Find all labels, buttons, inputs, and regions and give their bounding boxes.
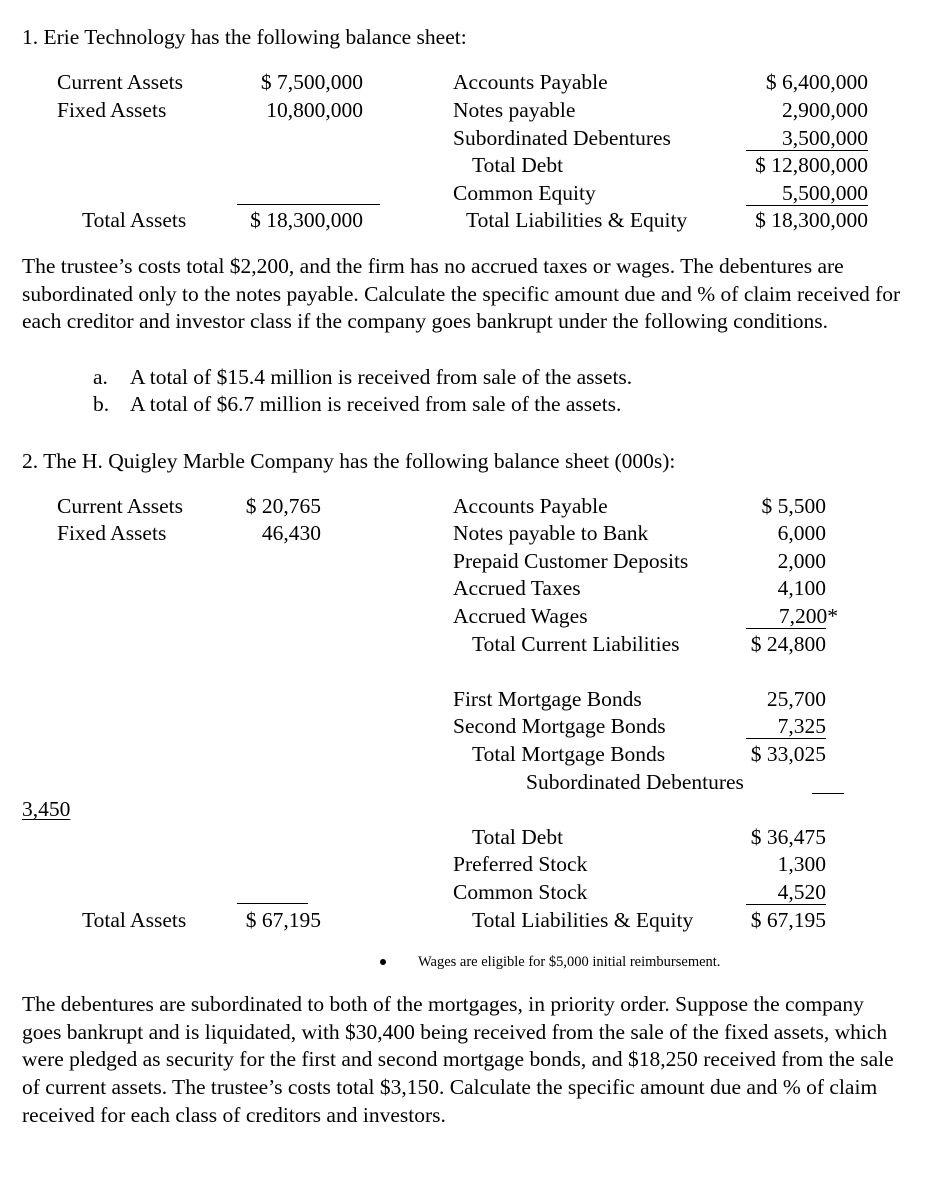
q2-notes-bank-label: Notes payable to Bank bbox=[453, 521, 649, 545]
q1-sub-debentures-label: Subordinated Debentures bbox=[453, 126, 671, 150]
q2-footnote: Wages are eligible for $5,000 initial reimbursement. bbox=[418, 954, 721, 970]
footnote-bullet-icon bbox=[380, 959, 386, 965]
q2-fixed-assets-value: 46,430 bbox=[261, 521, 321, 545]
q2-accrued-wages-label: Accrued Wages bbox=[453, 604, 588, 628]
q2-total-le-value: $ 67,195 bbox=[750, 908, 826, 932]
q1-total-assets-label: Total Assets bbox=[82, 208, 187, 232]
q2-total-current-liab-value: $ 24,800 bbox=[750, 632, 826, 656]
q2-accrued-taxes-label: Accrued Taxes bbox=[453, 576, 581, 600]
q2-total-mortgage-label: Total Mortgage Bonds bbox=[472, 742, 666, 766]
q1-total-assets-value: $ 18,300,000 bbox=[250, 208, 363, 232]
q1-sub-debentures-value: 3,500,000 bbox=[782, 126, 868, 150]
q2-assets-total-rule bbox=[237, 903, 308, 904]
q2-sub-debentures-value: 3,450 bbox=[22, 797, 71, 821]
q1-common-equity-label: Common Equity bbox=[453, 181, 596, 205]
q2-second-mortgage-label: Second Mortgage Bonds bbox=[453, 714, 666, 738]
q2-accounts-payable-label: Accounts Payable bbox=[453, 494, 608, 518]
q2-first-mortgage-label: First Mortgage Bonds bbox=[453, 687, 642, 711]
q2-prepaid-deposits-label: Prepaid Customer Deposits bbox=[453, 549, 689, 573]
q2-accrued-wages-rule bbox=[746, 628, 826, 629]
q1-item-a-text: A total of $15.4 million is received from sale of the assets. bbox=[130, 365, 633, 389]
q1-total-debt-label: Total Debt bbox=[472, 153, 564, 177]
q1-common-equity-value: 5,500,000 bbox=[782, 181, 868, 205]
q1-total-le-label: Total Liabilities & Equity bbox=[466, 208, 688, 232]
q1-fixed-assets-label: Fixed Assets bbox=[57, 98, 167, 122]
q2-total-debt-label: Total Debt bbox=[472, 825, 564, 849]
q1-heading: 1. Erie Technology has the following balance sheet: bbox=[22, 25, 467, 49]
q2-second-mortgage-rule bbox=[746, 738, 826, 739]
q1-current-assets-label: Current Assets bbox=[57, 70, 184, 94]
q1-notes-payable-value: 2,900,000 bbox=[782, 98, 868, 122]
q1-item-a-marker: a. bbox=[93, 365, 108, 389]
q1-item-b-marker: b. bbox=[93, 392, 110, 416]
q2-total-mortgage-value: $ 33,025 bbox=[750, 742, 826, 766]
q2-first-mortgage-value: 25,700 bbox=[766, 687, 826, 711]
q2-preferred-stock-label: Preferred Stock bbox=[453, 852, 588, 876]
q1-accounts-payable-value: $ 6,400,000 bbox=[765, 70, 868, 94]
q2-accounts-payable-value: $ 5,500 bbox=[761, 494, 826, 518]
q2-paragraph: The debentures are subordinated to both of the mortgages, in priority order. Suppose the company goes bankrupt and is liquidated, with $30,400 being received from the sale of the fixed assets, which were pledged as security for the first and second mortgage bonds, and $18,250 received from the sale of current assets. The trustee’s costs total $3,150. Calculate the specific amount due and % of claim received for each class of creditors and investors. bbox=[22, 992, 894, 1127]
q2-common-stock-label: Common Stock bbox=[453, 880, 588, 904]
q2-current-assets-value: $ 20,765 bbox=[245, 494, 321, 518]
q1-item-b-text: A total of $6.7 million is received from sale of the assets. bbox=[130, 392, 622, 416]
q2-prepaid-deposits-value: 2,000 bbox=[777, 549, 826, 573]
q2-fixed-assets-label: Fixed Assets bbox=[57, 521, 167, 545]
q1-current-assets-value: $ 7,500,000 bbox=[260, 70, 363, 94]
q1-total-debt-value: $ 12,800,000 bbox=[755, 153, 868, 177]
q1-assets-total-rule bbox=[237, 204, 380, 205]
q2-common-stock-value: 4,520 bbox=[777, 880, 826, 904]
q1-notes-payable-label: Notes payable bbox=[453, 98, 576, 122]
q2-second-mortgage-value: 7,325 bbox=[777, 714, 826, 738]
q2-total-assets-value: $ 67,195 bbox=[245, 908, 321, 932]
q1-sub-debentures-rule bbox=[746, 150, 868, 151]
q1-fixed-assets-value: 10,800,000 bbox=[266, 98, 363, 122]
q2-common-stock-rule bbox=[746, 904, 826, 905]
q1-accounts-payable-label: Accounts Payable bbox=[453, 70, 608, 94]
q1-common-equity-rule bbox=[746, 205, 868, 206]
q2-sub-debentures-label: Subordinated Debentures bbox=[526, 770, 744, 794]
q2-preferred-stock-value: 1,300 bbox=[777, 852, 826, 876]
q2-current-assets-label: Current Assets bbox=[57, 494, 184, 518]
q2-total-le-label: Total Liabilities & Equity bbox=[472, 908, 694, 932]
q2-accrued-wages-value: 7,200* bbox=[778, 604, 838, 628]
q2-notes-bank-value: 6,000 bbox=[777, 521, 826, 545]
q2-accrued-taxes-value: 4,100 bbox=[777, 576, 826, 600]
q1-paragraph: The trustee’s costs total $2,200, and the firm has no accrued taxes or wages. The debentures are subordinated only to the notes payable. Calculate the specific amount due and % of claim received for each creditor and investor class if the company goes bankrupt under the following conditions. bbox=[22, 254, 901, 334]
q2-total-assets-label: Total Assets bbox=[82, 908, 187, 932]
q2-sub-debentures-rule bbox=[812, 793, 844, 794]
q2-total-current-liab-label: Total Current Liabilities bbox=[472, 632, 680, 656]
q2-heading: 2. The H. Quigley Marble Company has the following balance sheet (000s): bbox=[22, 449, 676, 473]
q1-total-le-value: $ 18,300,000 bbox=[755, 208, 868, 232]
q2-total-debt-value: $ 36,475 bbox=[750, 825, 826, 849]
